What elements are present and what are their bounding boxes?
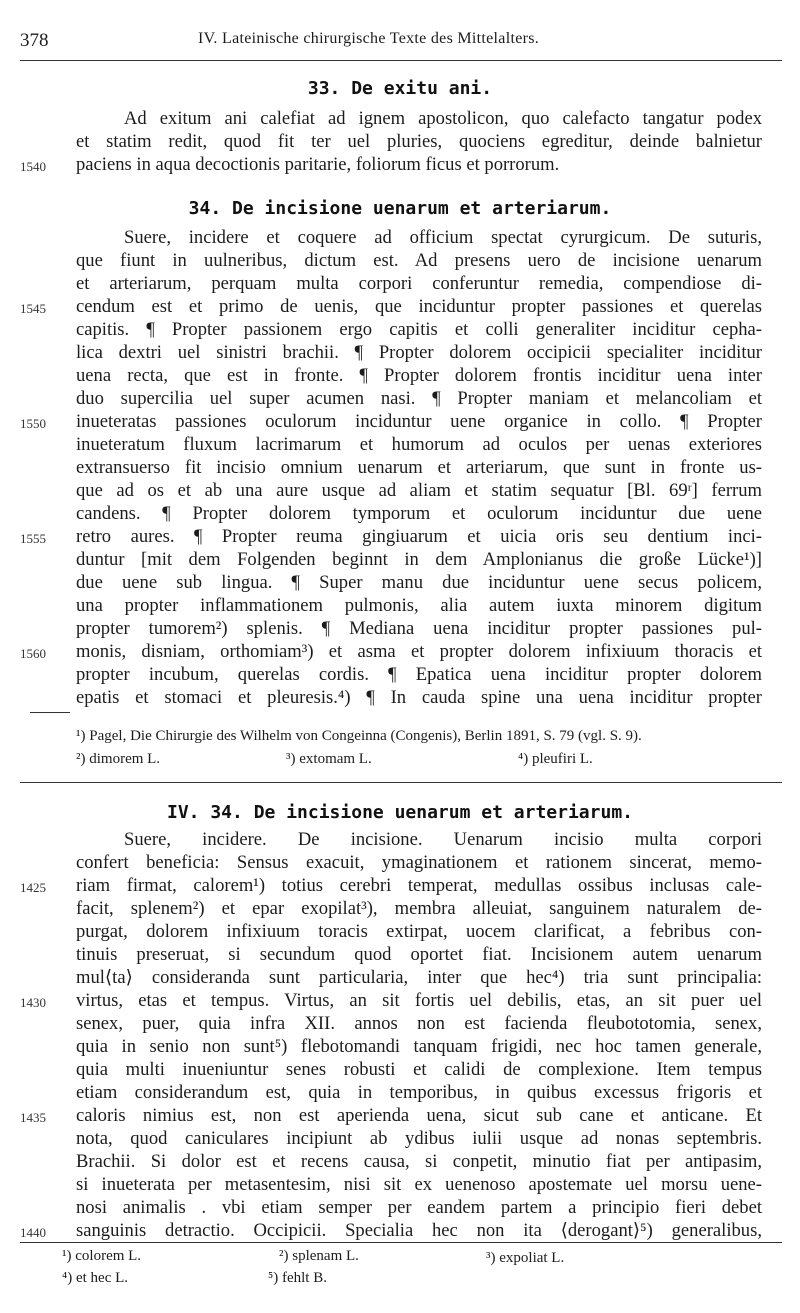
text-line: tinuis preseruat, si secundum quod oportet fiat. Incisionem autem uenarum	[76, 944, 762, 965]
text-line: capitis. ¶ Propter passionem ergo capitis et colli generaliter inciditur cepha-	[76, 319, 762, 340]
text-line: paciens in aqua decoctionis paritarie, foliorum ficus et porrorum.	[76, 154, 560, 175]
text-line: lica dextri uel sinistri brachii. ¶ Propter dolorem occipicii specialiter inciditur	[76, 342, 762, 363]
text-line: extransuerso fit incisio omnium uenarum et arteriarum, que sunt in fronte us-	[76, 457, 762, 478]
text-line: et arteriarum, perquam multa corpori conferuntur remedia, compendiose di-	[76, 273, 762, 294]
text-line: facit, splenem²) et epar exopilat³), membra alleuiat, sanguinem naturalem de-	[76, 898, 762, 919]
section-33-title: 33. De exitu ani.	[307, 78, 493, 99]
text-line: etiam considerandum est, quia in temporibus, in quibus excessus frigoris et	[76, 1082, 762, 1103]
text-line: Suere, incidere. De incisione. Uenarum incisio multa corpori	[124, 829, 762, 850]
line-number: 1555	[20, 531, 46, 546]
line-number: 1540	[20, 159, 46, 174]
text-line: duo supercilia uel super acumen nasi. ¶ Propter maniam et melancoliam et	[76, 388, 762, 409]
text-line: retro aures. ¶ Propter reuma gingiuarum et uicia oris seu dentium inci-	[76, 526, 762, 547]
footnote: ¹) Pagel, Die Chirurgie des Wilhelm von Congeinna (Congenis), Berlin 1891, S. 79 (vgl. S. 9).	[76, 728, 642, 744]
text-line: si inueterata per metasentesim, nisi sit ex uenenoso apostemate uel morsu uene-	[76, 1174, 762, 1195]
text-line: purgat, dolorem infixiuum toracis extirpat, uocem clarificat, a febribus con-	[76, 921, 762, 942]
text-line: sanguinis detractio. Occipicii. Specialia hec non ita ⟨derogant⟩⁵) generalibus,	[76, 1220, 762, 1241]
text-line: quia multi inueniuntur senes robusti et calidi de complexione. Item tempus	[76, 1059, 762, 1080]
text-line: monis, disniam, orthomiam³) et asma et propter dolorem infixiuum thoracis et	[76, 641, 762, 662]
text-line: que ad os et ab una aure usque ad aliam et statim sequatur [Bl. 69ʳ] ferrum	[76, 480, 762, 501]
footnote: ²) dimorem L.	[76, 751, 161, 767]
text-line: mul⟨ta⟩ consideranda sunt particularia, inter que hec⁴) tria sunt principalia:	[76, 967, 762, 988]
line-number: 1560	[20, 646, 46, 661]
text-line: nosi animalis . vbi etiam semper per eandem partem a principio fieri debet	[76, 1197, 762, 1218]
lower-section-title: IV. 34. De incisione uenarum et arteriarum.	[167, 802, 633, 823]
footnote: ³) extomam L.	[286, 751, 372, 767]
line-number: 1430	[20, 995, 46, 1010]
footnote: ⁴) et hec L.	[62, 1270, 129, 1286]
footnote: ⁵) fehlt B.	[268, 1270, 327, 1286]
text-line: candens. ¶ Propter dolorem tymporum et oculorum inciduntur due uene	[76, 503, 762, 524]
footnote: ¹) colorem L.	[62, 1248, 142, 1264]
text-line: riam firmat, calorem¹) totius cerebri temperat, medullas ossibus inclusas cale-	[76, 875, 762, 896]
text-line: caloris nimius est, non est aperienda uena, sicut sub cane et anticane. Et	[76, 1105, 762, 1126]
text-line: et statim redit, quod fit ter uel pluries, quociens egreditur, deinde balnietur	[76, 131, 762, 152]
text-line: una propter inflammationem pulmonis, alia autem iuxta minorem digitum	[76, 595, 762, 616]
text-line: quia in senio non sunt⁵) flebotomandi tanquam frigidi, nec hoc tamen generale,	[76, 1036, 762, 1057]
text-line: senex, puer, quia infra XII. annos non est facienda fleubototomia, senex,	[76, 1013, 762, 1034]
line-number: 1435	[20, 1110, 46, 1125]
text-line: uena recta, que est in fronte. ¶ Propter dolorem frontis inciditur uena inter	[76, 365, 762, 386]
text-line: duntur [mit dem Folgenden beginnt in dem Amplonianus die große Lücke¹)]	[76, 549, 762, 570]
text-line: inueteratas passiones oculorum inciduntur uene organice in collo. ¶ Propter	[76, 411, 762, 432]
text-line: Suere, incidere et coquere ad officium spectat cyrurgicum. De suturis,	[124, 227, 762, 248]
line-number: 1425	[20, 880, 46, 895]
page-number: 378	[20, 30, 49, 51]
text-line: confert beneficia: Sensus exacuit, ymaginationem et rationem sincerat, memo-	[76, 852, 762, 873]
section-34-title: 34. De incisione uenarum et arteriarum.	[188, 198, 612, 219]
text-line: propter incubum, querelas cordis. ¶ Epatica uena inciditur propter dolorem	[76, 664, 762, 685]
text-line: due uene sub lingua. ¶ Super manu due inciduntur uene secus policem,	[76, 572, 762, 593]
text-line: cendum est et primo de uenis, que inciduntur propter passiones et querelas	[76, 296, 762, 317]
running-title: IV. Lateinische chirurgische Texte des Mittelalters.	[198, 30, 540, 47]
line-number: 1550	[20, 416, 46, 431]
footnote-rule	[20, 1242, 782, 1243]
text-line: propter tumorem²) splenis. ¶ Mediana uena inciditur propter passiones pul-	[76, 618, 762, 639]
section-divider	[20, 782, 782, 783]
text-line: inueteratum fluxum lacrimarum et humorum ad oculos per uenas exteriores	[76, 434, 762, 455]
footnote: ³) expoliat L.	[486, 1250, 565, 1266]
footnote: ²) splenam L.	[279, 1248, 359, 1264]
header-rule	[20, 60, 782, 61]
footnote-rule	[30, 712, 70, 713]
text-line: nota, quod caniculares incipiunt ab ydibus iulii usque ad nonas septembris.	[76, 1128, 762, 1149]
text-line: Brachii. Si dolor est et recens causa, si conpetit, minutio fiat per antipasim,	[76, 1151, 762, 1172]
text-line: virtus, etas et tempus. Virtus, an sit fortis uel debilis, etas, an sit puer uel	[76, 990, 762, 1011]
text-line: epatis et stomaci et pleuresis.⁴) ¶ In cauda spine una uena inciditur propter	[76, 687, 762, 708]
line-number: 1545	[20, 301, 46, 316]
text-line: Ad exitum ani calefiat ad ignem apostolicon, quo calefacto tangatur podex	[124, 108, 762, 129]
line-number: 1440	[20, 1225, 46, 1240]
footnote: ⁴) pleufiri L.	[518, 751, 593, 767]
text-line: que fiunt in uulneribus, dictum est. Ad presens uero de incisione uenarum	[76, 250, 762, 271]
